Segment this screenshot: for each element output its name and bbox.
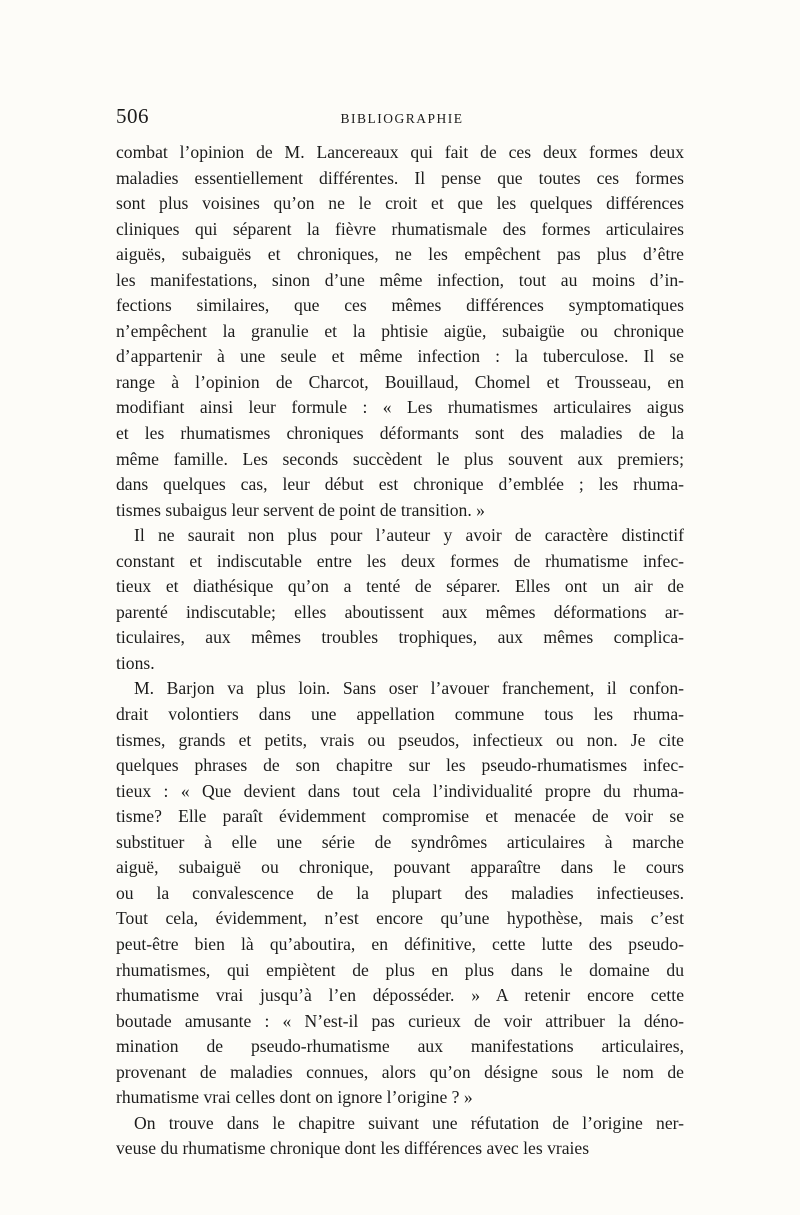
- text-line: tisme? Elle paraît évidemment compromise et menacée de voir se: [116, 806, 684, 827]
- text-line: cliniques qui séparent la fièvre rhumatismale des formes articulaires: [116, 218, 684, 239]
- text-line: Tout cela, évidemment, n’est encore qu’une hypothèse, mais c’est: [116, 908, 684, 929]
- text-line: quelques phrases de son chapitre sur les pseudo-rhumatismes infec-: [116, 755, 684, 776]
- text-line: tieux : « Que devient dans tout cela l’individualité propre du rhuma-: [116, 780, 684, 801]
- text-line: aiguës, subaiguës et chroniques, ne les empêchent pas plus d’être: [116, 244, 684, 265]
- text-line: M. Barjon va plus loin. Sans oser l’avouer franchement, il confon-: [134, 678, 684, 699]
- text-line: veuse du rhumatisme chronique dont les différences avec les vraies: [116, 1138, 590, 1159]
- text-line: ou la convalescence de la plupart des maladies infectieuses.: [116, 882, 684, 903]
- page-header: [116, 104, 688, 134]
- paragraph: [116, 1111, 684, 1162]
- text-line: drait volontiers dans une appellation commune tous les rhuma-: [116, 704, 684, 725]
- text-line: modifiant ainsi leur formule : « Les rhumatismes articulaires aigus: [116, 397, 684, 418]
- text-line: n’empêchent la granulie et la phtisie aigüe, subaigüe ou chronique: [116, 320, 684, 341]
- text-line: boutade amusante : « N’est-il pas curieux de voir attribuer la déno-: [116, 1010, 684, 1031]
- text-line: provenant de maladies connues, alors qu’on désigne sous le nom de: [116, 1061, 684, 1082]
- text-line: même famille. Les seconds succèdent le plus souvent aux premiers;: [116, 448, 684, 469]
- page-number: 506: [116, 104, 149, 128]
- text-line: dans quelques cas, leur début est chronique d’emblée ; les rhuma-: [116, 474, 684, 495]
- text-line: On trouve dans le chapitre suivant une réfutation de l’origine ner-: [134, 1112, 684, 1133]
- text-line: tions.: [116, 652, 155, 673]
- text-line: Il ne saurait non plus pour l’auteur y avoir de caractère distinctif: [134, 525, 684, 546]
- text-line: aiguë, subaiguë ou chronique, pouvant apparaître dans le cours: [116, 857, 684, 878]
- paragraph: [116, 523, 684, 676]
- text-line: tismes subaigus leur servent de point de transition. »: [116, 499, 485, 520]
- text-line: sont plus voisines qu’on ne le croit et que les quelques différences: [116, 193, 684, 214]
- text-line: maladies essentiellement différentes. Il pense que toutes ces formes: [116, 167, 684, 188]
- text-line: peut-être bien là qu’aboutira, en définitive, cette lutte des pseudo-: [116, 933, 684, 954]
- paragraph: [116, 676, 684, 1110]
- text-line: parenté indiscutable; elles aboutissent aux mêmes déformations ar-: [116, 601, 684, 622]
- text-line: rhumatisme vrai celles dont on ignore l’origine ? »: [116, 1087, 473, 1108]
- text-line: rhumatismes, qui empiètent de plus en plus dans le domaine du: [116, 959, 684, 980]
- text-line: rhumatisme vrai jusqu’à l’en déposséder. » A retenir encore cette: [116, 985, 684, 1006]
- text-line: ticulaires, aux mêmes troubles trophiques, aux mêmes complica-: [116, 627, 684, 648]
- text-line: les manifestations, sinon d’une même infection, tout au moins d’in-: [116, 269, 684, 290]
- text-line: range à l’opinion de Charcot, Bouillaud, Chomel et Trousseau, en: [116, 371, 684, 392]
- paragraph: [116, 140, 684, 523]
- text-line: tieux et diathésique qu’on a tenté de séparer. Elles ont un air de: [116, 576, 684, 597]
- running-head: BIBLIOGRAPHIE: [340, 111, 464, 126]
- text-line: mination de pseudo-rhumatisme aux manifestations articulaires,: [116, 1036, 684, 1057]
- text-line: substituer à elle une série de syndrômes articulaires à marche: [116, 831, 684, 852]
- text-line: constant et indiscutable entre les deux formes de rhumatisme infec-: [116, 550, 684, 571]
- text-line: et les rhumatismes chroniques déformants sont des maladies de la: [116, 423, 684, 444]
- text-line: tismes, grands et petits, vrais ou pseudos, infectieux ou non. Je cite: [116, 729, 684, 750]
- text-line: d’appartenir à une seule et même infection : la tuberculose. Il se: [116, 346, 684, 367]
- text-line: fections similaires, que ces mêmes différences symptomatiques: [116, 295, 684, 316]
- text-line: combat l’opinion de M. Lancereaux qui fait de ces deux formes deux: [116, 142, 684, 162]
- body-text: [116, 140, 684, 1162]
